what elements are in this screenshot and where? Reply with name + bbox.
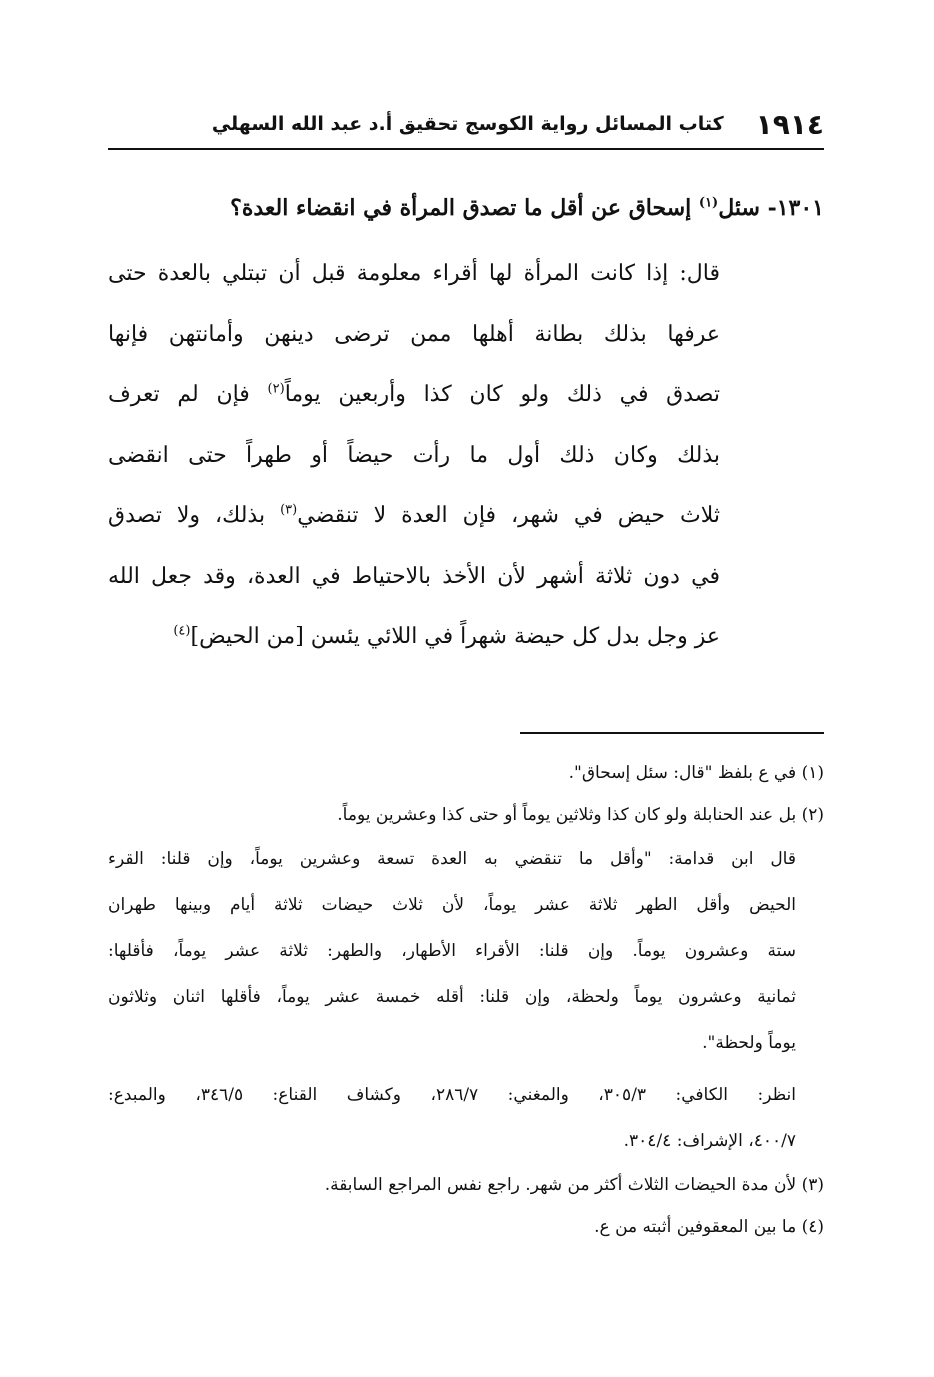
footnote-ref-3: (٣) xyxy=(280,502,298,518)
footnote-1: (١) في ع بلفظ "قال: سئل إسحاق". xyxy=(568,763,824,783)
footnote-2-quote-line: الحيض وأقل الطهر ثلاثة عشر يوماً، لأن ثلاث حيضات ثلاثة أيام وبينها طهران xyxy=(108,895,796,915)
body-line-1: قال: إذا كانت المرأة لها أقراء معلومة قبل أن تبتلي بالعدة حتى xyxy=(108,261,720,286)
body-line-3-a: تصدق في ذلك ولو كان كذا وأربعين يوماً xyxy=(284,382,720,407)
footnote-2: (٢) بل عند الحنابلة ولو كان كذا وثلاثين يوماً أو حتى كذا وعشرين يوماً. xyxy=(337,805,824,825)
body-line-6: في دون ثلاثة أشهر لأن الأخذ بالاحتياط في العدة، وقد جعل الله xyxy=(108,563,720,589)
question-text: إسحاق عن أقل ما تصدق المرأة في انقضاء العدة؟ xyxy=(230,195,699,221)
page-number: ١٩١٤ xyxy=(755,107,824,141)
footnote-ref-1: (١) xyxy=(698,195,719,211)
body-line-5 xyxy=(108,486,720,547)
header-rule xyxy=(108,148,824,150)
footnote-3: (٣) لأن مدة الحيضات الثلاث أكثر من شهر. راجع نفس المراجع السابقة. xyxy=(324,1175,824,1195)
footnote-ref-2: (٢) xyxy=(267,381,285,397)
footnote-2-refs-line: ٤٠٠/٧، الإشراف: ٣٠٤/٤. xyxy=(623,1131,796,1151)
body-line-4: بذلك وكان ذلك أول ما رأت حيضاً أو طهراً حتى انقضى xyxy=(108,442,720,468)
running-header xyxy=(108,106,824,142)
body-line-7 xyxy=(108,607,720,668)
footnote-ref-4: (٤) xyxy=(173,623,191,639)
question-heading xyxy=(108,180,824,236)
body-line-3 xyxy=(108,365,720,426)
body-line-3-b: فإن لم تعرف xyxy=(108,382,268,407)
question-number: ١٣٠١- سئل xyxy=(718,195,824,221)
footnote-2-quote-line: ستة وعشرون يوماً. وإن قلنا: الأقراء الأطهار، والطهر: ثلاثة عشر يوماً، فأقلها: xyxy=(108,941,796,961)
footnote-2-quote-line: قال ابن قدامة: "وأقل ما تنقضي به العدة تسعة وعشرين يوماً، وإن قلنا: القرء xyxy=(108,849,796,869)
body-line-2: عرفها بذلك بطانة أهلها ممن ترضى دينهن وأمانتهن فإنها xyxy=(108,321,720,347)
body-line-5-a: ثلاث حيض في شهر، فإن العدة لا تنقضي xyxy=(297,503,720,528)
footnote-2-refs-line: انظر: الكافي: ٣٠٥/٣، والمغني: ٢٨٦/٧، وكشاف القناع: ٣٤٦/٥، والمبدع: xyxy=(108,1085,796,1105)
document-page xyxy=(108,0,824,1377)
footnote-4: (٤) ما بين المعقوفين أثبته من ع. xyxy=(594,1217,824,1237)
footnote-2-quote-line: ثمانية وعشرون يوماً ولحظة، وإن قلنا: أقله خمسة عشر يوماً، فأقلها اثنان وثلاثون xyxy=(108,987,796,1007)
body-line-5-b: بذلك، ولا تصدق xyxy=(108,503,281,528)
footnote-2-quote-line: يوماً ولحظة". xyxy=(702,1033,796,1053)
book-title: كتاب المسائل رواية الكوسج تحقيق أ.د عبد الله السهلي xyxy=(211,113,724,135)
body-line-7-a: عز وجل بدل كل حيضة شهراً في اللائي يئسن [من الحيض] xyxy=(190,624,720,649)
answer-body xyxy=(108,244,720,668)
footnotes xyxy=(108,752,824,1248)
footnote-separator xyxy=(520,732,824,734)
